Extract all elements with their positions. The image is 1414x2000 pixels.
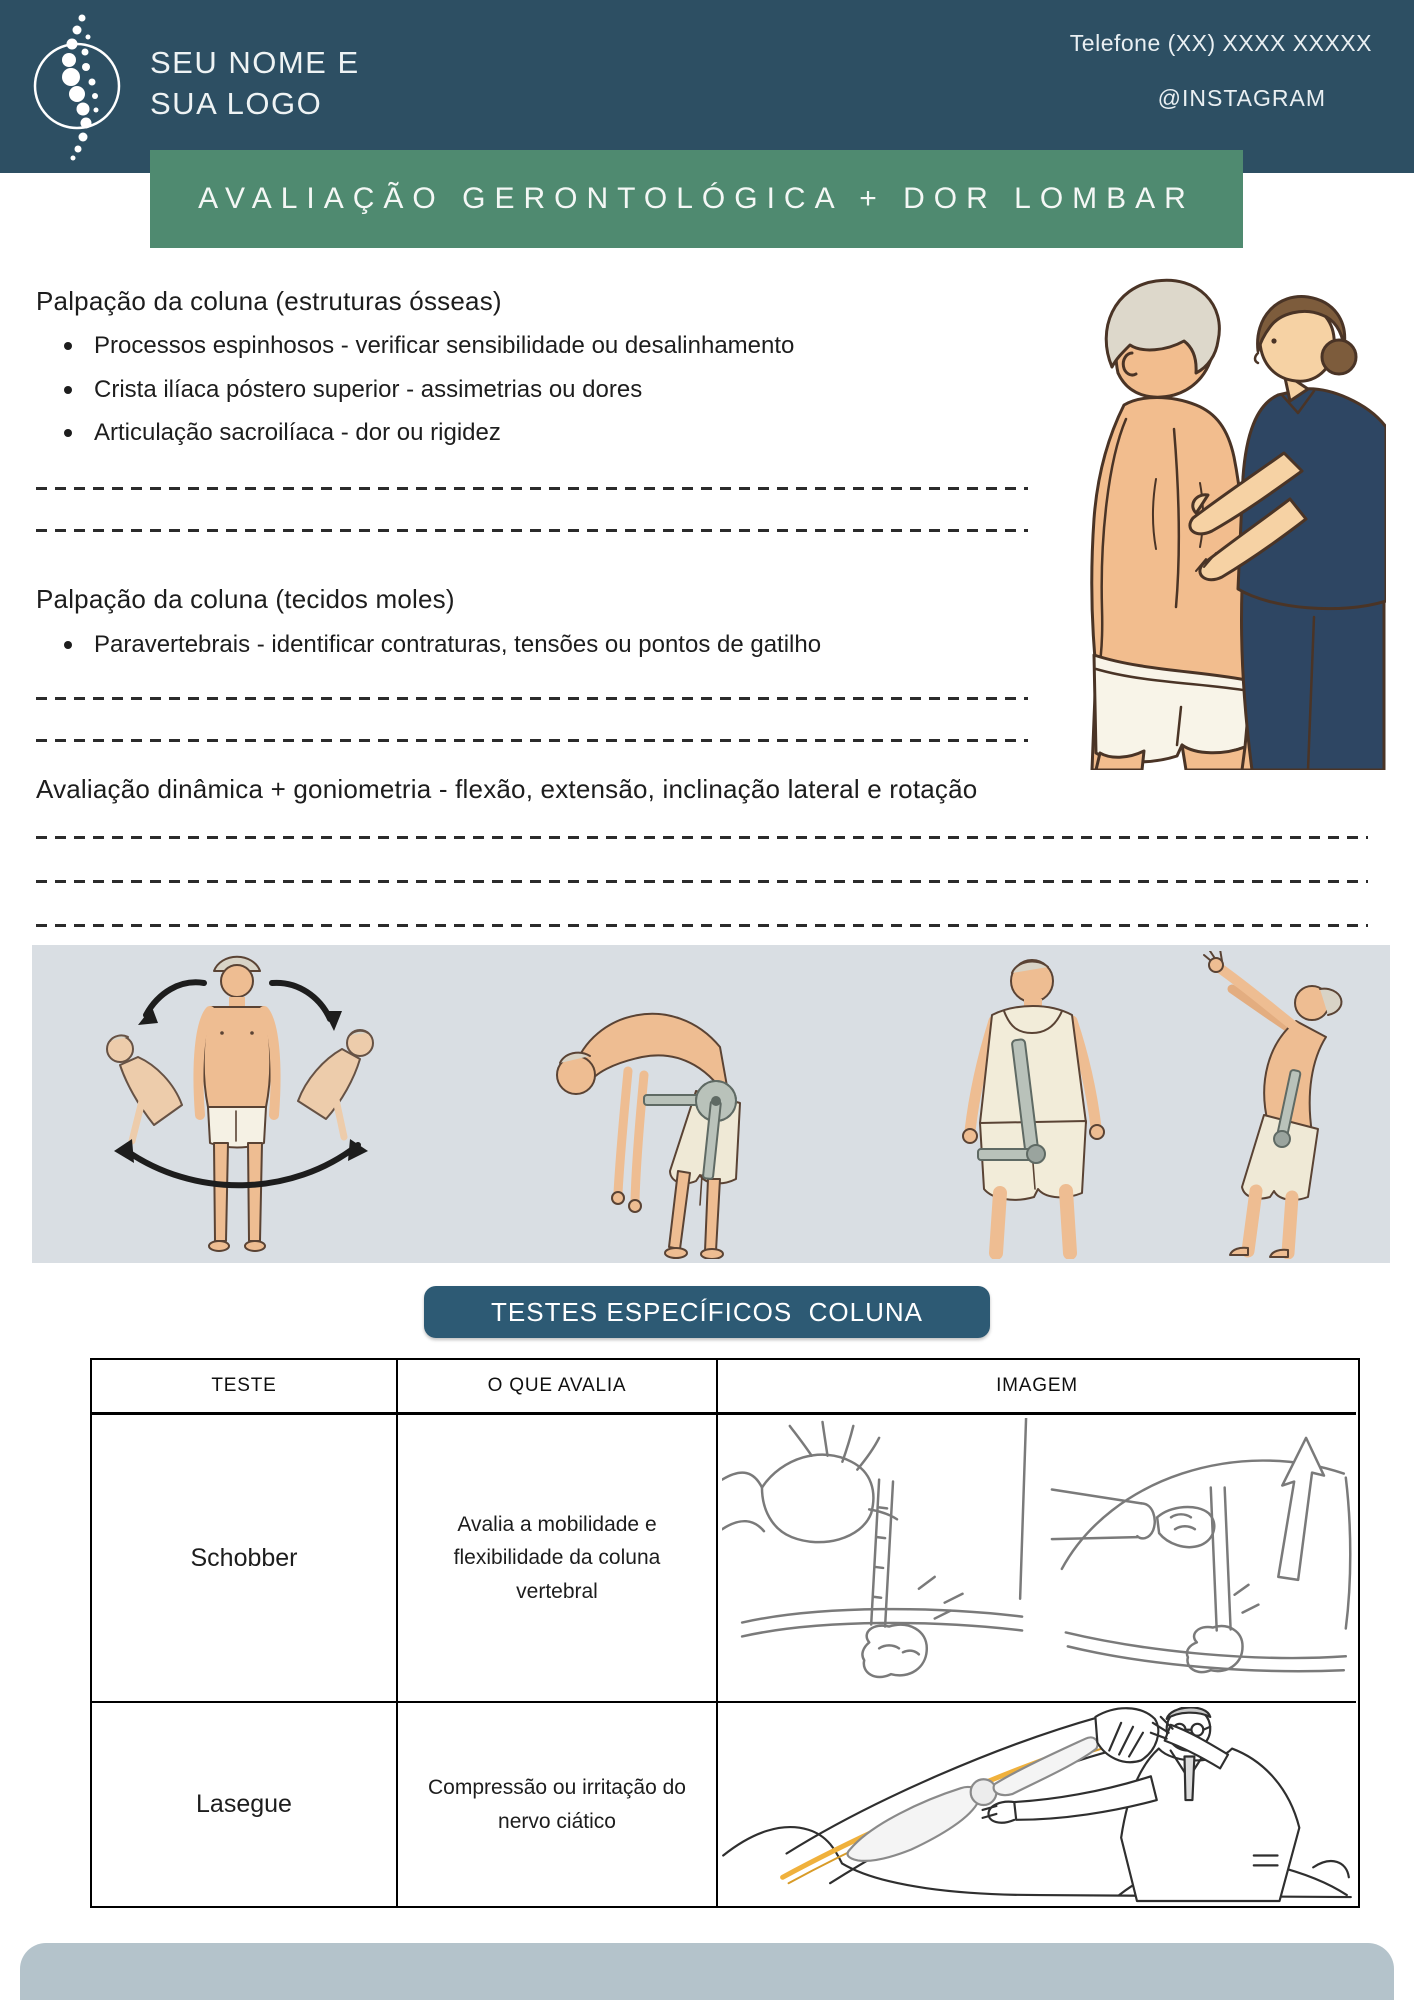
table-cell-image	[718, 1703, 1356, 1906]
bullet-text: Articulação sacroilíaca - dor ou rigidez	[94, 419, 501, 446]
bullet-text: Paravertebrais - identificar contraturas, tensões ou pontos de gatilho	[94, 631, 822, 658]
bullet-icon	[64, 342, 72, 350]
trunk-flexion-goniometer-illustration	[532, 953, 782, 1259]
phone-text: Telefone (XX) XXXX XXXXX	[1069, 30, 1372, 56]
column-header-teste: TESTE	[92, 1360, 398, 1415]
list-item	[64, 631, 821, 659]
section-badge	[424, 1286, 990, 1338]
palpation-illustration	[1046, 277, 1386, 770]
table-cell-test-name: Lasegue	[92, 1703, 398, 1906]
fill-in-line	[36, 529, 1028, 532]
description-text: Compressão ou irritação do nervo ciático	[428, 1775, 686, 1833]
section-heading-soft: Palpação da coluna (tecidos moles)	[36, 584, 455, 614]
section-heading-dynamic: Avaliação dinâmica + goniometria - flexão, extensão, inclinação lateral e rotação	[36, 774, 978, 804]
lasegue-test-sketch	[722, 1707, 1352, 1903]
trunk-rotation-illustration	[52, 953, 422, 1255]
motion-illustration-band	[32, 945, 1390, 1263]
brand-line2: SUA LOGO	[150, 86, 323, 121]
lateral-flexion-goniometer-illustration	[920, 951, 1155, 1259]
title-banner	[150, 150, 1243, 248]
trunk-extension-illustration	[1160, 951, 1385, 1259]
schober-test-sketch	[722, 1418, 1352, 1698]
column-header-avalia: O QUE AVALIA	[398, 1360, 718, 1415]
tests-table	[90, 1358, 1360, 1908]
brand-line1: SEU NOME E	[150, 45, 360, 80]
description-text: Avalia a mobilidade e flexibilidade da coluna vertebral	[453, 1512, 661, 1603]
list-item	[64, 332, 794, 360]
list-item	[64, 419, 501, 447]
fill-in-line	[36, 697, 1028, 700]
section-heading-bony: Palpação da coluna (estruturas ósseas)	[36, 286, 502, 316]
column-header-imagem: IMAGEM	[718, 1360, 1356, 1415]
fill-in-line	[36, 487, 1028, 490]
spine-logo-icon	[30, 10, 124, 162]
bullet-text: Crista ilíaca póstero superior - assimetrias ou dores	[94, 376, 643, 403]
header-bar	[0, 0, 1414, 173]
table-cell-description	[398, 1415, 718, 1703]
fill-in-line	[36, 739, 1028, 742]
bullet-icon	[64, 386, 72, 394]
badge-label: TESTES ESPECÍFICOS COLUNA	[491, 1296, 923, 1327]
fill-in-line	[36, 836, 1368, 839]
table-cell-test-name: Schobber	[92, 1415, 398, 1703]
bullet-icon	[64, 641, 72, 649]
footer-band	[20, 1943, 1394, 2000]
page-title: AVALIAÇÃO GERONTOLÓGICA + DOR LOMBAR	[198, 182, 1195, 215]
fill-in-line	[36, 880, 1368, 883]
table-cell-description	[398, 1703, 718, 1906]
instagram-handle: @INSTAGRAM	[1157, 85, 1326, 111]
bullet-icon	[64, 429, 72, 437]
table-cell-image	[718, 1415, 1356, 1703]
list-item	[64, 376, 642, 404]
brand-name	[150, 42, 360, 124]
fill-in-line	[36, 924, 1368, 927]
bullet-text: Processos espinhosos - verificar sensibilidade ou desalinhamento	[94, 332, 795, 359]
